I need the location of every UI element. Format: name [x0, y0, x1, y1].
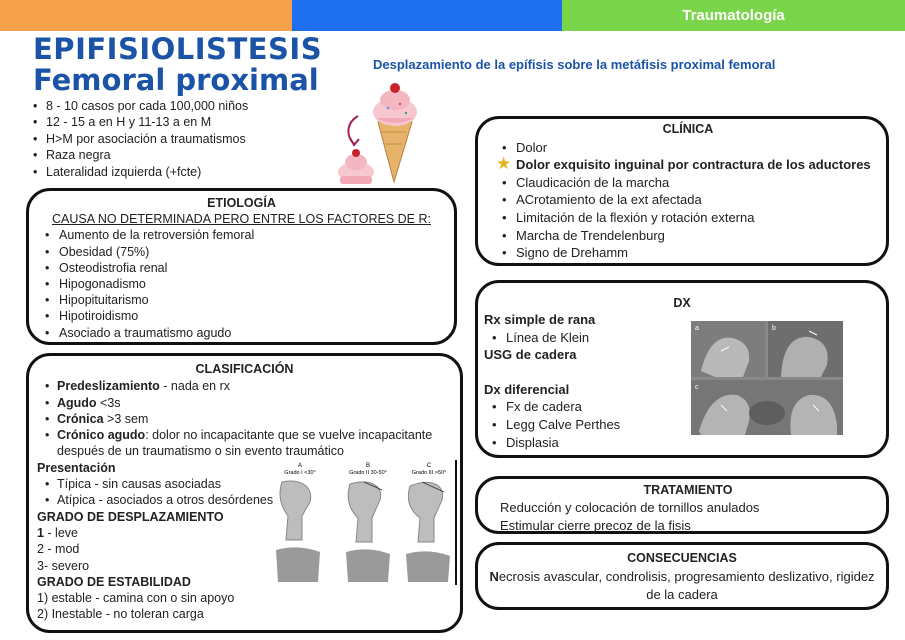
diff-item: • Legg Calve Perthes: [484, 416, 876, 434]
diagram-grade-a: Grado I <30°: [284, 470, 316, 476]
blue-segment: [292, 0, 562, 31]
clasificacion-item: • Predeslizamiento - nada en rx: [37, 378, 452, 394]
intro-item: • H>M por asociación a traumatismos: [28, 131, 248, 147]
consecuencias-text: Necrosis avascular, condrolisis, progresamiento deslizativo, rigidez de la cadera: [489, 568, 875, 603]
clinica-item: • Marcha de Trendelenburg: [500, 227, 876, 245]
estabilidad-title: GRADO DE ESTABILIDAD: [37, 574, 191, 589]
clasificacion-item: • Agudo <3s: [37, 395, 452, 411]
etiologia-list: [43, 227, 440, 340]
clasificacion-list: [37, 378, 452, 459]
dx-title: DX: [673, 296, 691, 310]
intro-item: • Lateralidad izquierda (+fcte): [28, 164, 248, 180]
desplazamiento-title: GRADO DE DESPLAZAMIENTO: [37, 509, 224, 524]
tratamiento-title: TRATAMIENTO: [643, 483, 733, 497]
etiologia-item: • Obesidad (75%): [43, 244, 440, 260]
rx-title: Rx simple de rana: [484, 312, 596, 327]
estabilidad-item: 2) Inestable - no toleran carga: [37, 607, 204, 622]
category-label: Traumatología: [562, 0, 905, 31]
intro-item: • 12 - 15 a en H y 11-13 a en M: [28, 114, 248, 130]
diagram-letter-c: C: [426, 463, 432, 469]
diff-title: Dx diferencial: [484, 381, 570, 397]
clasificacion-lower: [37, 460, 277, 623]
clinica-title: CLÍNICA: [662, 122, 714, 136]
diagram-grade-c: Grado III >50°: [411, 470, 447, 476]
etiologia-title: ETIOLOGÍA: [207, 196, 276, 210]
tratamiento-box: [475, 476, 889, 534]
diff-item: • Fx de cadera: [484, 398, 876, 416]
etiologia-box: [26, 188, 457, 345]
etiologia-item: • Hipotiroidismo: [43, 308, 440, 324]
ice-cream-icon: [336, 78, 426, 188]
clinica-item: • ACrotamiento de la ext afectada: [500, 191, 876, 209]
displacement-grade-diagram: [272, 460, 458, 585]
etiologia-item: • Asociado a traumatismo agudo: [43, 325, 440, 341]
xray-label-c: c: [695, 384, 699, 391]
diagram-grade-b: Grado II 30-50°: [349, 470, 387, 476]
diff-item: • Displasia: [484, 434, 876, 452]
etiologia-item: • Aumento de la retroversión femoral: [43, 227, 440, 243]
top-color-bar: [0, 0, 905, 31]
etiologia-subtitle: CAUSA NO DETERMINADA PERO ENTRE LOS FACTORES DE R:: [51, 212, 431, 227]
presentacion-item: • Típica - sin causas asociadas: [37, 476, 277, 492]
presentacion-list: [37, 476, 277, 509]
intro-list: [28, 98, 248, 180]
consecuencias-title: CONSECUENCIAS: [627, 551, 737, 565]
xray-image: [691, 321, 843, 435]
intro-item: • 8 - 10 casos por cada 100,000 niños: [28, 98, 248, 114]
consecuencias-box: [475, 542, 889, 610]
presentacion-item: • Atípica - asociados a otros desórdenes: [37, 492, 277, 508]
clinica-item: • Dolor: [500, 139, 876, 157]
dx-box: [475, 280, 889, 458]
desplazamiento-item: 2 - mod: [37, 542, 80, 557]
title-line-2: Femoral proximal: [33, 63, 319, 97]
orange-segment: [0, 0, 292, 31]
clasificacion-title: CLASIFICACIÓN: [195, 362, 294, 376]
diagram-letter-a: A: [297, 463, 303, 469]
xray-label-a: a: [695, 325, 699, 332]
clinica-box: [475, 116, 889, 266]
estabilidad-item: 1) estable - camina con o sin apoyo: [37, 591, 235, 606]
page-title: [33, 34, 322, 96]
title-line-1: EPIFISIOLISTESIS: [33, 32, 323, 66]
clinica-item: • Claudicación de la marcha: [500, 174, 876, 192]
tratamiento-line: Reducción y colocación de tornillos anulados: [500, 500, 760, 516]
etiologia-item: • Osteodistrofia renal: [43, 260, 440, 276]
intro-item: • Raza negra: [28, 147, 248, 163]
clinica-item-highlight: ★ Dolor exquisito inguinal por contractura de los aductores: [496, 154, 871, 174]
rx-item: • Línea de Klein: [484, 329, 876, 347]
desplazamiento-item: 1 - leve: [37, 525, 78, 540]
clinica-item: • Signo de Drehamm: [500, 244, 876, 262]
page-subtitle: Desplazamiento de la epífisis sobre la metáfisis proximal femoral: [373, 57, 776, 72]
xray-label-b: b: [772, 325, 776, 332]
clasificacion-item: • Crónica >3 sem: [37, 411, 452, 427]
clinica-list: [496, 139, 876, 262]
etiologia-item: • Hipogonadismo: [43, 276, 440, 292]
clinica-item: • Limitación de la flexión y rotación externa: [500, 209, 876, 227]
clasificacion-item: • Crónico agudo: dolor no incapacitante que se vuelve incapacitante después de un traumatismo o sin evento traumático: [37, 427, 452, 460]
etiologia-item: • Hipopituitarismo: [43, 292, 440, 308]
tratamiento-line: Estimular cierre precoz de la fisis: [500, 517, 691, 533]
diagram-letter-b: B: [365, 463, 371, 469]
desplazamiento-item: 3- severo: [37, 558, 90, 573]
presentacion-title: Presentación: [37, 460, 116, 475]
usg-title: USG de cadera: [484, 347, 577, 363]
star-icon: ★: [496, 154, 512, 174]
